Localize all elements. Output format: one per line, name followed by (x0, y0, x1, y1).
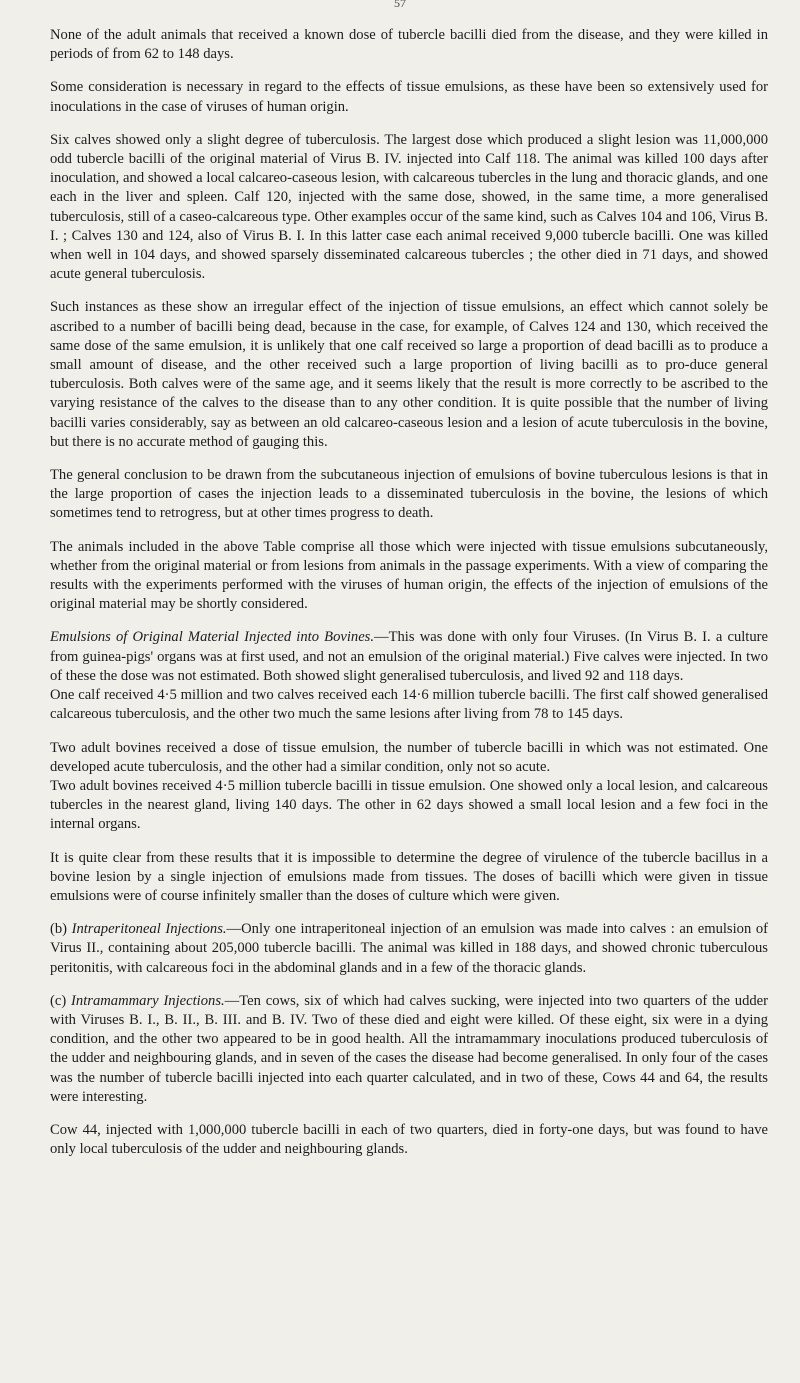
section-prefix-b: (b) (50, 921, 72, 938)
paragraph-11: It is quite clear from these results that it is impossible to determine the degree of virulence of the tubercle bacillus in a bovine lesion by a single injection of emulsions made from tissues. The doses of bacilli which were given in tissue emulsions were of course infinitely smaller than the doses of culture which were given. (50, 849, 768, 904)
paragraph-14: Cow 44, injected with 1,000,000 tubercle bacilli in each of two quarters, died in forty-one days, but was found to have only local tuberculosis of the udder and neighbouring glands. (50, 1121, 768, 1158)
paragraph-intraperitoneal-text: —Only one intraperitoneal injection of an emulsion was made into calves : an emulsion of Virus II., containing about 205,000 tubercle bacilli. The animal was killed in 188 days, and showed chronic tuberculous peritonitis, with calcareous foci in the abdominal glands and in a few of the thoracic glands. (50, 921, 768, 976)
article-body (50, 26, 768, 1173)
paragraph-3: Six calves showed only a slight degree of tuberculosis. The largest dose which produced a slight lesion was 11,000,000 odd tubercle bacilli of the original material of Virus B. IV. injected into Calf 118. The animal was killed 100 days after inoculation, and showed a local calcareo-caseous lesion, with calcareous tubercles in the lung and thoracic glands, and one each in the liver and spleen. Calf 120, injected with the same dose, showed, in the same time, a more generalised tuberculosis, still of a caseo-calcareous type. Other examples occur of the same kind, such as Calves 104 and 106, Virus B. I. ; Calves 130 and 124, also of Virus B. I. In this latter case each animal received 9,000 tubercle bacilli. One was killed when well in 104 days, and showed sparsely disseminated calcareous tubercles ; the other died in 71 days, and showed acute general tuberculosis. (50, 131, 768, 283)
paragraph-1: None of the adult animals that received a known dose of tubercle bacilli died from the disease, and they were killed in periods of from 62 to 148 days. (50, 27, 768, 63)
section-heading-emulsions: Emulsions of Original Material Injected into Bovines. (50, 629, 374, 646)
paragraph-5: The general conclusion to be drawn from the subcutaneous injection of emulsions of bovine tuberculous lesions is that in the large proportion of cases the injection leads to a disseminated tuberculosis in the bovine, the lesions of which sometimes tend to retrogress, but at other times progress to death. (50, 467, 768, 522)
paragraph-10: Two adult bovines received 4·5 million tubercle bacilli in tissue emulsion. One showed only a local lesion, and calcareous tubercles in the nearest gland, living 140 days. The other in 62 days showed a small local lesion and a few foci in the internal organs. (50, 777, 768, 833)
paragraph-intramammary-text: —Ten cows, six of which had calves sucking, were injected into two quarters of the udder with Viruses B. I., B. II., B. III. and B. IV. Two of these died and eight were killed. Of these eight, six were in a dying condition, and the other two appeared to be in good health. All the intramammary inoculations produced tuberculosis of the udder and neighbouring glands, and in seven of the cases the disease had become generalised. In only four of the cases was the number of tubercle bacilli injected into each quarter calculated, and in two of these, Cows 44 and 64, the results were interesting. (50, 992, 768, 1105)
section-heading-intraperitoneal: Intraperitoneal Injections. (71, 921, 227, 938)
paragraph-9: Two adult bovines received a dose of tissue emulsion, the number of tubercle bacilli in which was not estimated. One developed acute tuberculosis, and the other had a similar condition, only not so acute. (50, 739, 768, 775)
paragraph-8: One calf received 4·5 million and two calves received each 14·6 million tubercle bacilli. The first calf showed generalised calcareous tuberculosis, and the other two much the same lesions after living from 78 to 145 days. (50, 687, 768, 723)
section-heading-intramammary: Intramammary Injections. (71, 992, 225, 1009)
paragraph-6: The animals included in the above Table comprise all those which were injected with tissue emulsions subcutaneously, whether from the original material or from lesions from animals in the passage experiments. With a view of comparing the results with the experiments performed with the viruses of human origin, the effects of the injection of emulsions of the original material may be shortly considered. (50, 538, 768, 613)
paragraph-intraperitoneal (50, 920, 768, 978)
paragraph-2: Some consideration is necessary in regard to the effects of tissue emulsions, as these have been so extensively used for inoculations in the case of viruses of human origin. (50, 79, 768, 115)
page-number: 57 (394, 0, 406, 10)
paragraph-emulsions (50, 628, 768, 686)
paragraph-4: Such instances as these show an irregular effect of the injection of tissue emulsions, an effect which cannot solely be ascribed to a number of bacilli being dead, because in the case, for example, of Calves 124 and 130, which received the same dose of the same emulsion, it is unlikely that one calf received so large a proportion of dead bacilli as to produce a small amount of disease, and the other received such a large proportion of living bacilli as to pro-duce general tuberculosis. Both calves were of the same age, and it seems likely that the result is more correctly to be ascribed to the varying resistance of the calves to the disease than to any other condition. It is quite possible that the number of living bacilli varies considerably, say as between an old calcareo-caseous lesion and a lesion of acute tuberculosis in the bovine, but there is no accurate method of gauging this. (50, 299, 768, 450)
section-prefix-c: (c) (50, 992, 72, 1009)
paragraph-intramammary (50, 992, 768, 1107)
paragraph-emulsions-text: —This was done with only four Viruses. (In Virus B. I. a culture from guinea-pigs' organs was at first used, and not an emulsion of the original material.) Five calves were injected. In two of these the dose was not estimated. Both showed slight generalised tuberculosis, and lived 92 and 118 days. (50, 629, 768, 684)
